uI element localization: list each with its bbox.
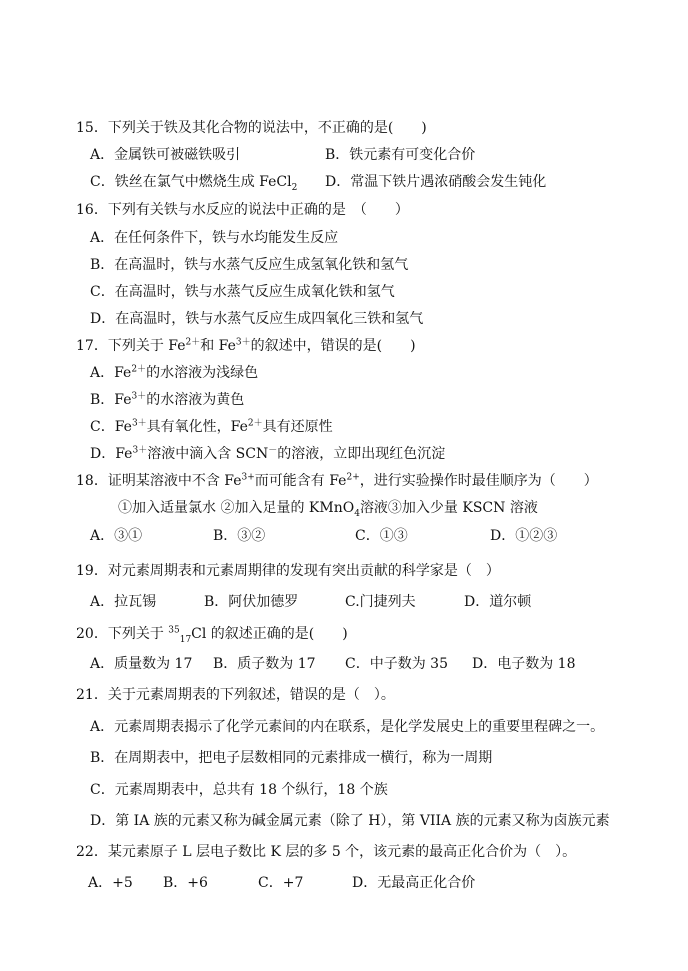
steps-text: ①加入适量氯水 ②加入足量的 KMnO	[118, 500, 355, 516]
option-text: 的水溶液为黄色	[146, 392, 245, 408]
question-18-stem-part: 而可能含有 Fe	[254, 473, 347, 489]
question-17-stem-part: 17．下列关于 Fe	[76, 338, 186, 354]
question-17-option-d	[90, 445, 445, 463]
option-text: 的溶液，立即出现红色沉淀	[277, 446, 446, 462]
option-text: 具有还原性	[262, 419, 333, 435]
charge-superscript: －	[268, 445, 278, 456]
question-15-stem: 15．下列关于铁及其化合物的说法中，不正确的是( )	[76, 120, 427, 136]
atomic-number-subscript: 17	[179, 634, 192, 645]
question-20-stem	[76, 625, 348, 643]
question-20-option-b: B．质子数为 17	[213, 656, 316, 672]
question-15-option-c-subscript: 2	[291, 182, 298, 193]
option-text: 具有氧化性，Fe	[146, 419, 248, 435]
question-18-stem-part: 18．证明某溶液中不含 Fe	[76, 473, 242, 489]
question-20-option-d: D．电子数为 18	[472, 656, 576, 672]
charge-superscript: 2+	[346, 472, 360, 483]
question-21-option-b: B．在周期表中，把电子层数相同的元素排成一横行，称为一周期	[90, 750, 493, 766]
question-18-option-b: B．③②	[213, 528, 266, 544]
question-20-option-c: C．中子数为 35	[345, 656, 448, 672]
question-17-stem	[76, 337, 416, 355]
question-21-stem: 21．关于元素周期表的下列叙述，错误的是（ ）。	[76, 687, 395, 703]
formula-subscript: 4	[354, 508, 360, 519]
question-15-option-b: B．铁元素有可变化合价	[325, 147, 476, 163]
question-19-stem: 19．对元素周期表和元素周期律的发现有突出贡献的科学家是（ ）	[76, 563, 500, 579]
question-16-option-c: C．在高温时，铁与水蒸气反应生成氧化铁和氢气	[90, 284, 395, 300]
question-17-stem-part: 和 Fe	[200, 338, 236, 354]
option-text: D．Fe	[90, 446, 133, 462]
option-text: 溶液中滴入含 SCN	[147, 446, 269, 462]
question-15-option-c	[90, 173, 297, 191]
question-22-stem: 22．某元素原子 L 层电子数比 K 层的多 5 个，该元素的最高正化合价为（ ）。	[76, 844, 577, 860]
question-22-option-d: D．无最高正化合价	[352, 875, 476, 891]
question-22-option-a: A．+5	[88, 875, 133, 891]
charge-superscript: 2＋	[185, 337, 201, 348]
charge-superscript: 3+	[241, 472, 255, 483]
question-18-option-a: A．③①	[90, 528, 143, 544]
question-17-option-a	[90, 364, 258, 382]
question-18-steps	[118, 499, 538, 517]
charge-superscript: 2＋	[131, 364, 147, 375]
option-text: 的水溶液为浅绿色	[146, 365, 259, 381]
question-20-option-a: A．质量数为 17	[90, 656, 193, 672]
question-16-stem: 16．下列有关铁与水反应的说法中正确的是 （ ）	[76, 202, 409, 218]
question-16-option-a: A．在任何条件下，铁与水均能发生反应	[90, 230, 339, 246]
question-17-option-b	[90, 391, 244, 409]
question-19-option-b: B．阿伏加德罗	[204, 594, 299, 610]
question-20-stem-part: Cl 的叙述正确的是( )	[191, 626, 348, 642]
option-text: B．Fe	[90, 392, 132, 408]
steps-text: 溶液③加入少量 KSCN 溶液	[359, 500, 538, 516]
question-15-option-d: D．常温下铁片遇浓硝酸会发生钝化	[325, 174, 547, 190]
question-22-option-c: C．+7	[258, 875, 304, 891]
question-19-option-c: C.门捷列夫	[345, 594, 416, 610]
charge-superscript: 3＋	[131, 418, 147, 429]
question-16-option-d: D．在高温时，铁与水蒸气反应生成四氧化三铁和氢气	[90, 311, 424, 327]
question-21-option-a: A．元素周期表揭示了化学元素间的内在联系，是化学发展史上的重要里程碑之一。	[90, 719, 605, 735]
charge-superscript: 3＋	[131, 391, 147, 402]
mass-number-superscript: 35	[168, 625, 180, 636]
question-18-stem	[76, 472, 598, 490]
charge-superscript: 2＋	[247, 418, 263, 429]
question-18-stem-part: ，进行实验操作时最佳顺序为（ ）	[359, 473, 598, 489]
question-17-stem-part: 的叙述中，错误的是( )	[250, 338, 416, 354]
charge-superscript: 3＋	[132, 445, 148, 456]
question-22-option-b: B．+6	[163, 875, 208, 891]
question-15-option-c-text: C．铁丝在氯气中燃烧生成 FeCl	[90, 174, 292, 190]
question-15-option-a: A．金属铁可被磁铁吸引	[90, 147, 241, 163]
question-18-option-d: D．①②③	[490, 528, 558, 544]
question-19-option-a: A．拉瓦锡	[90, 594, 157, 610]
option-text: C．Fe	[90, 419, 132, 435]
question-21-option-c: C．元素周期表中，总共有 18 个纵行，18 个族	[90, 782, 388, 798]
question-18-option-c: C．①③	[355, 528, 408, 544]
charge-superscript: 3＋	[235, 337, 251, 348]
question-17-option-c	[90, 418, 333, 436]
option-text: A．Fe	[90, 365, 132, 381]
question-21-option-d: D．第 IA 族的元素又称为碱金属元素（除了 H），第 VIIA 族的元素又称为卤族元素	[90, 813, 610, 829]
question-20-stem-part: 20．下列关于	[76, 626, 169, 642]
question-19-option-d: D．道尔顿	[464, 594, 532, 610]
question-16-option-b: B．在高温时，铁与水蒸气反应生成氢氧化铁和氢气	[90, 257, 409, 273]
